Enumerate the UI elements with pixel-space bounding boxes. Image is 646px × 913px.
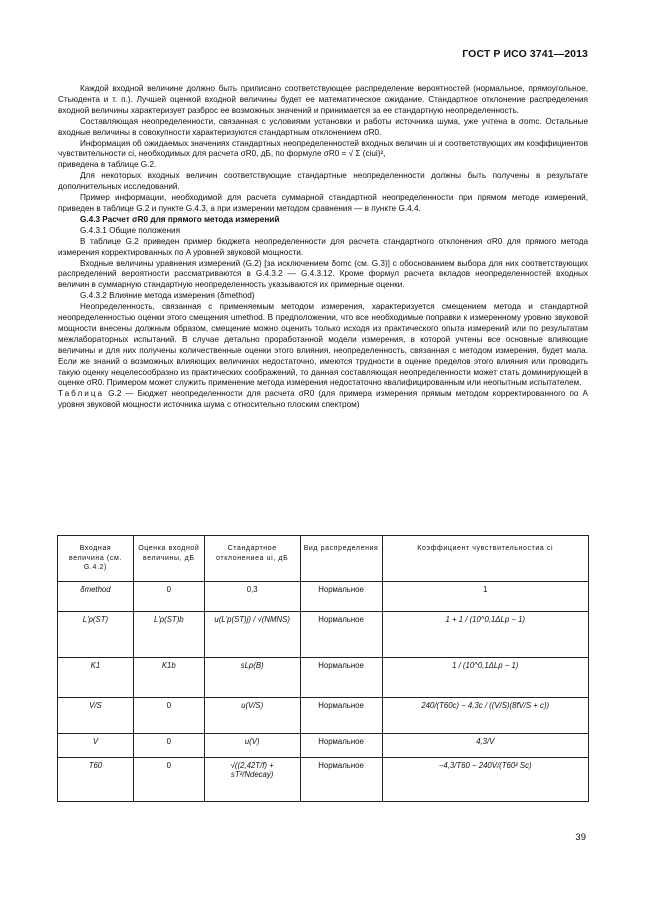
cell-estimate: 0 (133, 757, 204, 801)
cell-coefficient: 240/(T60c) − 4,3c / ((V/S)(8fV/S + c)) (382, 697, 589, 733)
table-row (58, 757, 589, 801)
column-header: Коэффициент чувствительностиa ci (382, 536, 589, 582)
paragraph-formula: Информация об ожидаемых значениях стандартных неопределенностей входных величин ui и соответствующих им коэффициентов чувствительности ci, необходимых для расчета σR0, дБ, по формуле σR0 = √ Σ (ciui)², (58, 138, 588, 159)
cell-input: V/S (58, 697, 134, 733)
cell-estimate: 0 (133, 697, 204, 733)
subsection-heading: G.4.3.2 Влияние метода измерения (δmethod) (80, 291, 255, 301)
cell-coefficient: 1 / (10^0,1ΔLp − 1) (382, 657, 589, 697)
cell-stddev: u(V/S) (204, 697, 300, 733)
cell-coefficient: 1 + 1 / (10^0,1ΔLp − 1) (382, 611, 589, 657)
cell-input: V (58, 733, 134, 757)
table-row (58, 581, 589, 611)
standard-header: ГОСТ Р ИСО 3741—2013 (462, 48, 588, 60)
table-row (58, 697, 589, 733)
cell-input: δmethod (58, 581, 134, 611)
table-row (58, 611, 589, 657)
cell-distribution: Нормальное (300, 757, 382, 801)
table-row (58, 733, 589, 757)
cell-stddev: u(V) (204, 733, 300, 757)
cell-estimate: 0 (133, 581, 204, 611)
table-header-row (58, 536, 589, 582)
column-header: Входная величина (см. G.4.2) (58, 536, 134, 582)
cell-distribution: Нормальное (300, 697, 382, 733)
paragraph: Каждой входной величине должно быть приписано соответствующее распределение вероятностей (нормальное, прямоугольное, Стьюдента и т. п.). Лучшей оценкой входной величины будет ее математическое ожидание. Стандартное отклонение распределения входной величины характеризует разброс ее возможных значений и принимается за ее стандартную неопределенность. (58, 84, 588, 115)
cell-stddev: 0,3 (204, 581, 300, 611)
cell-distribution: Нормальное (300, 657, 382, 697)
column-header: Оценка входной величины, дБ (133, 536, 204, 582)
body-text (58, 84, 588, 411)
paragraph: приведена в таблице G.2. (58, 160, 157, 170)
paragraph: Для некоторых входных величин соответствующие стандартные неопределенности должны быть получены в результате дополнительных исследований. (58, 171, 588, 192)
cell-distribution: Нормальное (300, 581, 382, 611)
cell-coefficient: 4,3/V (382, 733, 589, 757)
paragraph: Составляющая неопределенности, связанная с условиями установки и работы источника шума, уже учтена в σomc. Остальные входные величины в совокупности характеризуются стандартным отклонением σR0. (58, 116, 588, 137)
column-header: Стандартное отклонениеa ui, дБ (204, 536, 300, 582)
table-row (58, 657, 589, 697)
page-number: 39 (575, 832, 586, 843)
cell-coefficient: 1 (382, 581, 589, 611)
subsection-heading: G.4.3.1 Общие положения (80, 225, 181, 235)
cell-coefficient: −4,3/T60 − 240V/(T60² Sc) (382, 757, 589, 801)
paragraph: В таблице G.2 приведен пример бюджета неопределенности для расчета стандартного отклонения σR0 для прямого метода измерения корректированных по A уровней звуковой мощности. (58, 236, 588, 257)
paragraph: Неопределенность, связанная с применяемым методом измерения, характеризуется смещением метода и стандартной неопределенностью оценки этого смещения umethod. В предположении, что все необходимые поправки к измеренному уровню звуковой мощности внесены должным образом, смещение можно оценить только исходя из практического опыта измерений или по результатам межлабораторных испытаний. В случае детально проработанной модели измерения, в которой учтены все основные влияющие величины и для них получены количественные оценки этого влияния, неопределенность, связанная с методом измерения, будет мала. Если же знаний о возможных влияющих величинах недостаточно, имеются трудности в оценке пределов этого влияния или проводить такую оценку нецелесообразно из практических соображений, то данная составляющая неопределенности может стать доминирующей в оценке σR0. Примером может служить применение метода измерения недостаточно квалифицированным или неопытным испытателем. (58, 302, 588, 388)
cell-estimate: L'p(ST)b (133, 611, 204, 657)
cell-estimate: K1b (133, 657, 204, 697)
cell-distribution: Нормальное (300, 733, 382, 757)
uncertainty-budget-table (57, 535, 589, 802)
table-caption (58, 389, 588, 411)
cell-input: T60 (58, 757, 134, 801)
cell-distribution: Нормальное (300, 611, 382, 657)
paragraph: Входные величины уравнения измерений (G.2) [за исключением δomc (см. G.3)] с обоснованием выбора для них соответствующих распределений вероятности рассматриваются в G.4.3.2 — G.4.3.12. Кроме формул расчета вкладов неопределенностей входных величин в суммарную стандартную неопределенность указываются их примерные оценки. (58, 258, 588, 290)
column-header: Вид распределения (300, 536, 382, 582)
cell-input: K1 (58, 657, 134, 697)
cell-estimate: 0 (133, 733, 204, 757)
cell-input: L'p(ST) (58, 611, 134, 657)
caption-text: G.2 — Бюджет неопределенности для расчета σR0 (для примера измерения прямым методом корректированного по A уровня звуковой мощности источника шума с относительно плоским спектром) (58, 389, 588, 410)
cell-stddev: sLp(B) (204, 657, 300, 697)
cell-stddev: u(L'p(ST)j) / √(NMNS) (204, 611, 300, 657)
section-heading: G.4.3 Расчет σR0 для прямого метода измерений (80, 214, 280, 224)
caption-prefix: Таблица (58, 389, 105, 399)
cell-stddev: √((2,42T/f) + sT²/Ndecay) (204, 757, 300, 801)
paragraph: Пример информации, необходимой для расчета суммарной стандартной неопределенности при прямом методе измерений, приведен в таблице G.2 и пункте G.4.3, а при измерении методом сравнения — в пункте G.4.4. (58, 193, 588, 213)
